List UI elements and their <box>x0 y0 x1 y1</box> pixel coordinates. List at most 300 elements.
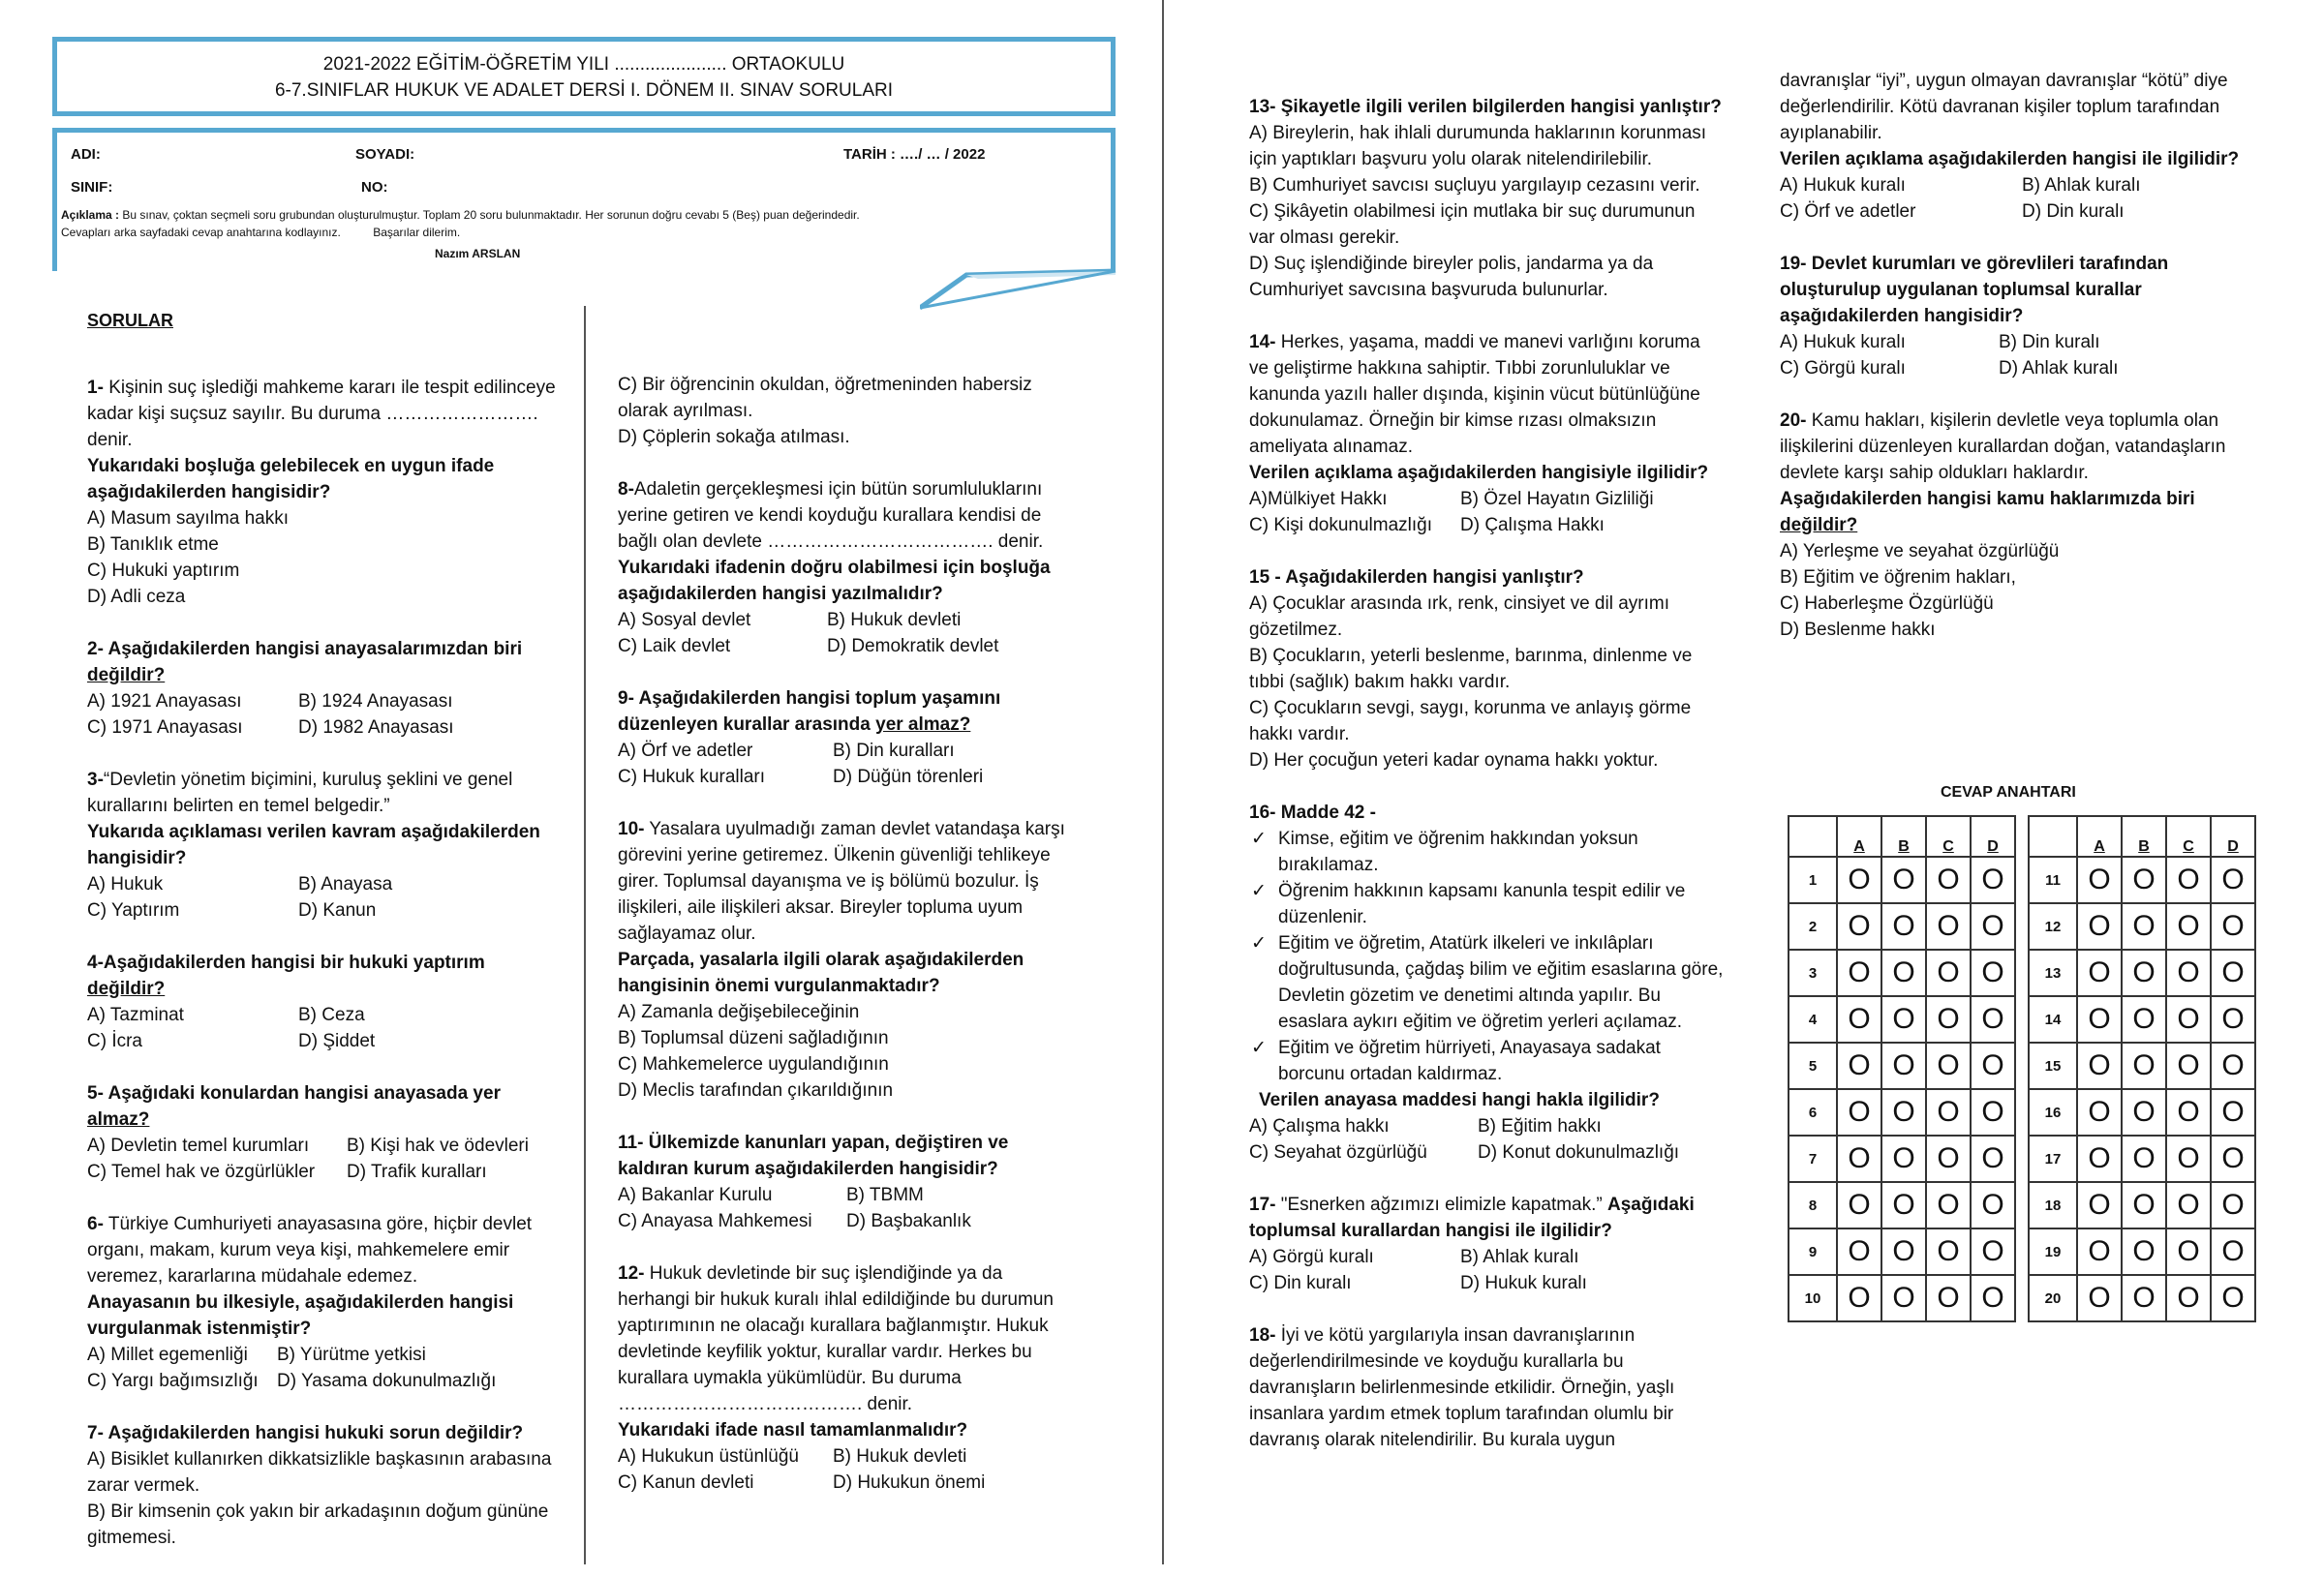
key-question-number: 10 <box>1789 1275 1837 1321</box>
option-c: C) Temel hak ve özgürlükler <box>87 1162 316 1182</box>
answer-bubble[interactable]: O <box>2211 1043 2255 1089</box>
option-d: D) Her çocuğun yeteri kadar oynama hakkı yoktur. <box>1249 750 1659 771</box>
option-c: C) Şikâyetin olabilmesi için mutlaka bir suç durumunun var olması gerekir. <box>1249 201 1696 248</box>
option-d: D) Trafik kuralları <box>347 1162 487 1182</box>
option-a: A) Bisiklet kullanırken dikkatsizlikle başkasının arabasına zarar vermek. <box>87 1449 552 1496</box>
question-16: 16- Madde 42 - ✓ Kimse, eğitim ve öğrenim hakkından yoksun bırakılamaz. ✓ Öğrenim hakkının kapsamı kanunla tespit edilir ve düzenlenir. ✓ Eğitim ve öğretim, Atatürk ilkeleri ve inkılâpları doğrultusunda, çağdaş bilim ve eğitim esaslarına göre, Devletin gözetim ve denetimi altında yapılır. Bu esaslara aykırı eğitim ve öğretim yerleri açılamaz. ✓ Eğitim ve öğretim hürriyeti, Anayasaya sadakat borcunu ortadan kaldırmaz. Verilen anayasa maddesi hangi hakla ilgilidir? A) Çalışma hakkı B) Eğitim hakkı C) Seyahat özgürlüğü D) Konut dokunulmazlığı <box>1249 800 1724 1166</box>
answer-bubble[interactable]: O <box>2122 1275 2166 1321</box>
option-c: C) Hukuk kuralları <box>618 767 766 787</box>
option-d: D) Yasama dokunulmazlığı <box>277 1371 497 1391</box>
question-19 <box>1780 251 2264 381</box>
option-b: B) Eğitim hakkı <box>1478 1116 1602 1137</box>
author-name: Nazım ARSLAN <box>435 247 521 260</box>
option-c: C) Laik devlet <box>618 636 731 656</box>
question-prompt: Yukarıdaki boşluğa gelebilecek en uygun ifade aşağıdakilerden hangisidir? <box>87 456 495 502</box>
answer-bubble[interactable]: O <box>1881 996 1926 1043</box>
answer-bubble[interactable]: O <box>1837 1275 1881 1321</box>
answer-bubble[interactable]: O <box>1926 903 1971 950</box>
answer-bubble[interactable]: O <box>1971 996 2015 1043</box>
option-c: C) İcra <box>87 1031 142 1051</box>
key-row <box>1789 996 2015 1043</box>
key-row <box>1789 950 2015 996</box>
answer-bubble[interactable]: O <box>1971 903 2015 950</box>
answer-bubble[interactable]: O <box>2122 1136 2166 1182</box>
option-d: D) Meclis tarafından çıkarıldığının <box>618 1080 894 1101</box>
question-4 <box>87 950 571 1054</box>
key-corner-cell <box>1789 816 1837 857</box>
answer-bubble[interactable]: O <box>1926 996 1971 1043</box>
column-3 <box>1249 94 1724 1479</box>
question-18: 18- İyi ve kötü yargılarıyla insan davranışlarının değerlendirilmesinde ve koyduğu kurallarla bu davranışların belirlenmesinde etkilidir. Örneğin, yaşlı insanlara yardım etmek toplum tarafından olumlu bir davranış olarak nitelendirilir. Bu kurala uygun <box>1249 1325 1675 1450</box>
option-d: D) Din kuralı <box>2022 201 2125 222</box>
key-row <box>1789 1228 2015 1275</box>
key-row <box>2029 1136 2255 1182</box>
question-text: 9- Aşağıdakilerden hangisi toplum yaşamını düzenleyen kurallar arasında <box>618 688 1001 735</box>
article-item: ✓ Kimse, eğitim ve öğrenim hakkından yoksun bırakılamaz. <box>1249 826 1724 878</box>
answer-bubble[interactable]: O <box>1971 950 2015 996</box>
option-a: A) 1921 Anayasası <box>87 691 242 712</box>
question-11 <box>618 1130 1073 1234</box>
question-1: 1- Kişinin suç işlediği mahkeme kararı ile tespit edilinceye kadar kişi suçsuz sayılır. Bu duruma ……………………. denir. Yukarıdaki boşluğa gelebilecek en uygun ifade aşağıdakilerden hangisidir? A) Masum sayılma hakkı B) Tanıklık etme C) Hukuki yaptırım D) Adli ceza <box>87 375 571 610</box>
option-a: A) Hukuk <box>87 874 164 895</box>
key-question-number: 17 <box>2029 1136 2077 1182</box>
option-c: C) Bir öğrencinin okuldan, öğretmeninden habersiz olarak ayrılması. <box>618 375 1032 421</box>
answer-bubble[interactable]: O <box>2077 996 2122 1043</box>
instructions-text: Bu sınav, çoktan seçmeli soru grubundan oluşturulmuştur. Toplam 20 soru bulunmaktadır. Her sorunun doğru cevabı 5 (Beş) puan değerindedir. <box>122 208 860 222</box>
answer-bubble[interactable]: O <box>2077 1043 2122 1089</box>
key-question-number: 3 <box>1789 950 1837 996</box>
answer-bubble[interactable]: O <box>2122 1228 2166 1275</box>
option-a: A) Bakanlar Kurulu <box>618 1185 773 1205</box>
question-negation: değildir? <box>87 665 166 685</box>
column-divider <box>584 306 586 1564</box>
answer-bubble[interactable]: O <box>1837 1136 1881 1182</box>
option-b: B) Hukuk devleti <box>827 610 962 630</box>
option-a: A) Yerleşme ve seyahat özgürlüğü <box>1780 541 2060 561</box>
key-question-number: 16 <box>2029 1089 2077 1136</box>
question-text-continued: davranışlar “iyi”, uygun olmayan davranışlar “kötü” diye değerlendirilir. Kötü davranan kişiler toplum tarafından ayıplanabilir. <box>1780 71 2228 143</box>
answer-bubble[interactable]: O <box>1971 857 2015 903</box>
question-text: 4-Aşağıdakilerden hangisi bir hukuki yaptırım <box>87 953 485 973</box>
question-negation: değildir? <box>87 979 166 999</box>
key-letter-header: C <box>2166 816 2211 857</box>
question-prompt: Yukarıdaki ifade nasıl tamamlanmalıdır? <box>618 1420 968 1441</box>
question-6: 6- Türkiye Cumhuriyeti anayasasına göre, hiçbir devlet organı, makam, kurum veya kişi, mahkemelere emir veremez, kararlarına müdahale edemez. Anayasanın bu ilkesiyle, aşağıdakilerden hangisi vurgulanmak istenmiştir? A) Millet egemenliği B) Yürütme yetkisi C) Yargı bağımsızlığı D) Yasama dokunulmazlığı <box>87 1211 571 1394</box>
answer-bubble[interactable]: O <box>2166 1275 2211 1321</box>
instructions-text-2: Cevapları arka sayfadaki cevap anahtarına kodlayınız. <box>61 226 341 239</box>
question-prompt: Verilen açıklama aşağıdakilerden hangisi ile ilgilidir? <box>1780 149 2240 169</box>
article-item: ✓ Eğitim ve öğretim hürriyeti, Anayasaya sadakat borcunu ortadan kaldırmaz. <box>1249 1035 1724 1087</box>
key-question-number: 12 <box>2029 903 2077 950</box>
answer-bubble[interactable]: O <box>1881 1182 1926 1228</box>
option-b: B) Ahlak kuralı <box>2022 175 2141 196</box>
answer-bubble[interactable]: O <box>1837 857 1881 903</box>
key-question-number: 1 <box>1789 857 1837 903</box>
option-c: C) Görgü kuralı <box>1780 358 1906 379</box>
question-text: Türkiye Cumhuriyeti anayasasına göre, hiçbir devlet organı, makam, kurum veya kişi, mahkemelere emir veremez, kararlarına müdahale edemez. <box>87 1214 533 1287</box>
answer-bubble[interactable]: O <box>1926 1228 1971 1275</box>
option-c: C) Kanun devleti <box>618 1472 754 1493</box>
answer-bubble[interactable]: O <box>1926 950 1971 996</box>
key-row <box>2029 1089 2255 1136</box>
question-text: 11- Ülkemizde kanunları yapan, değiştiren ve kaldıran kurum aşağıdakilerden hangisidir? <box>618 1133 1009 1179</box>
answer-key-title: CEVAP ANAHTARI <box>1941 784 2076 801</box>
key-letter-header: A <box>1837 816 1881 857</box>
key-row <box>1789 1089 2015 1136</box>
header-line-2: 6-7.SINIFLAR HUKUK VE ADALET DERSİ I. DÖNEM II. SINAV SORULARI <box>274 80 894 101</box>
option-a: A) Zamanla değişebileceğinin <box>618 1002 860 1022</box>
question-10: 10- Yasalara uyulmadığı zaman devlet vatandaşa karşı görevini yerine getiremez. Ülkenin güvenliği tehlikeye girer. Toplumsal dayanışma ve iş bölümü bozulur. İş ilişkileri, aile ilişkileri aksar. Bireyler topluma uyum sağlayamaz olur. Parçada, yasalarla ilgili olarak aşağıdakilerden hangisinin önemi vurgulanmaktadır? A) Zamanla değişebileceğinin B) Toplumsal düzeni sağladığının C) Mahkemelerce uygulandığının D) Meclis tarafından çıkarıldığının <box>618 816 1073 1104</box>
question-3: 3-“Devletin yönetim biçimini, kuruluş şeklini ve genel kurallarını belirten en temel belgedir.” Yukarıda açıklaması verilen kavram aşağıdakilerden hangisidir? A) Hukuk B) Anayasa C) Yaptırım D) Kanun <box>87 767 571 924</box>
answer-bubble[interactable]: O <box>2211 1275 2255 1321</box>
answer-bubble[interactable]: O <box>1881 1275 1926 1321</box>
option-a: A) Sosyal devlet <box>618 610 751 630</box>
answer-bubble[interactable]: O <box>2077 1275 2122 1321</box>
question-prompt: Aşağıdaki toplumsal kurallardan hangisi ile ilgilidir? <box>1249 1195 1695 1241</box>
column-4 <box>1780 68 2264 669</box>
answer-bubble[interactable]: O <box>2166 996 2211 1043</box>
option-b: B) Yürütme yetkisi <box>277 1345 426 1365</box>
column-1 <box>87 308 571 1577</box>
option-c: C) Çocukların sevgi, saygı, korunma ve anlayış görme hakkı vardır. <box>1249 698 1692 744</box>
answer-bubble[interactable]: O <box>1971 1136 2015 1182</box>
question-15 <box>1249 564 1724 773</box>
option-d: D) Hukukun önemi <box>833 1472 986 1493</box>
option-a: A) Devletin temel kurumları <box>87 1136 310 1156</box>
question-prompt: Aşağıdakilerden hangisi kamu haklarımızda biri <box>1780 489 2195 509</box>
question-20: 20- Kamu hakları, kişilerin devletle veya toplumla olan ilişkilerini düzenleyen kurallardan doğan, vatandaşların devlete karşı sahip oldukları haklardır. Aşağıdakilerden hangisi kamu haklarımızda biri değildir? A) Yerleşme ve seyahat özgürlüğü B) Eğitim ve öğrenim hakları, C) Haberleşme Özgürlüğü D) Beslenme hakkı <box>1780 408 2264 643</box>
answer-bubble[interactable]: O <box>2166 903 2211 950</box>
option-d: D) Demokratik devlet <box>827 636 999 656</box>
option-b: B) Toplumsal düzeni sağladığının <box>618 1028 889 1048</box>
answer-bubble[interactable]: O <box>2122 996 2166 1043</box>
key-letter-header: A <box>2077 816 2122 857</box>
question-text: İyi ve kötü yargılarıyla insan davranışlarının değerlendirilmesinde ve koyduğu kurallarla bu davranışların belirlenmesinde etkilidir. Örneğin, yaşlı insanlara yardım etmek toplum tarafından olumlu bir davranış olarak nitelendirilir. Bu kurala uygun <box>1249 1325 1675 1450</box>
question-prompt: Anayasanın bu ilkesiyle, aşağıdakilerden hangisi vurgulanmak istenmiştir? <box>87 1292 514 1339</box>
key-letter-header: D <box>1971 816 2015 857</box>
option-b: B) Ceza <box>298 1005 365 1025</box>
answer-bubble[interactable]: O <box>1926 1089 1971 1136</box>
key-row <box>2029 857 2255 903</box>
good-luck-text: Başarılar dilerim. <box>373 226 461 239</box>
article-item: ✓ Eğitim ve öğretim, Atatürk ilkeleri ve inkılâpları doğrultusunda, çağdaş bilim ve eğitim esaslarına göre, Devletin gözetim ve denetimi altında yapılır. Bu esaslara aykırı eğitim ve öğretim yerleri açılamaz. <box>1249 930 1724 1035</box>
answer-bubble[interactable]: O <box>2077 903 2122 950</box>
question-text: “Devletin yönetim biçimini, kuruluş şeklini ve genel kurallarını belirten en temel belgedir.” <box>87 770 513 816</box>
option-a: A) Hukukun üstünlüğü <box>618 1446 799 1467</box>
answer-bubble[interactable]: O <box>2211 1182 2255 1228</box>
answer-bubble[interactable]: O <box>1881 1228 1926 1275</box>
question-text: 15 - Aşağıdakilerden hangisi yanlıştır? <box>1249 567 1584 588</box>
answer-bubble[interactable]: O <box>1837 1043 1881 1089</box>
option-b: B) Tanıklık etme <box>87 534 219 555</box>
option-d: D) Şiddet <box>298 1031 376 1051</box>
option-a: A) Çalışma hakkı <box>1249 1116 1390 1137</box>
key-row <box>2029 1182 2255 1228</box>
answer-bubble[interactable]: O <box>2077 1136 2122 1182</box>
name-label: ADI: <box>71 146 101 163</box>
option-c: C) Örf ve adetler <box>1780 201 1916 222</box>
question-prompt: Verilen anayasa maddesi hangi hakla ilgilidir? <box>1259 1090 1660 1110</box>
key-row <box>1789 1182 2015 1228</box>
answer-key-table-left <box>1788 815 2016 1322</box>
answer-bubble[interactable]: O <box>2122 903 2166 950</box>
key-question-number: 5 <box>1789 1043 1837 1089</box>
answer-bubble[interactable]: O <box>1971 1043 2015 1089</box>
question-text: Yasalara uyulmadığı zaman devlet vatandaşa karşı görevini yerine getiremez. Ülkenin güvenliği tehlikeye girer. Toplumsal dayanışma ve iş bölümü bozulur. İş ilişkileri, aile ilişkileri aksar. Bireyler topluma uyum sağlayamaz olur. <box>618 819 1065 944</box>
question-negation: almaz? <box>87 1109 150 1130</box>
key-question-number: 15 <box>2029 1043 2077 1089</box>
option-d: D) 1982 Anayasası <box>298 717 454 738</box>
key-row <box>2029 996 2255 1043</box>
question-9 <box>618 685 1073 790</box>
option-d: D) Çalışma Hakkı <box>1460 515 1605 535</box>
key-question-number: 6 <box>1789 1089 1837 1136</box>
answer-bubble[interactable]: O <box>2166 950 2211 996</box>
option-b: B) Hukuk devleti <box>833 1446 967 1467</box>
key-row <box>2029 1228 2255 1275</box>
answer-bubble[interactable]: O <box>2166 1182 2211 1228</box>
answer-bubble[interactable]: O <box>1837 1228 1881 1275</box>
number-label: NO: <box>361 179 388 196</box>
answer-bubble[interactable]: O <box>2166 1089 2211 1136</box>
answer-bubble[interactable]: O <box>2211 903 2255 950</box>
answer-bubble[interactable]: O <box>1971 1228 2015 1275</box>
exam-header <box>52 37 1116 116</box>
option-c: C) Kişi dokunulmazlığı <box>1249 515 1433 535</box>
answer-bubble[interactable]: O <box>1837 1182 1881 1228</box>
option-a: A) Çocuklar arasında ırk, renk, cinsiyet ve dil ayrımı gözetilmez. <box>1249 593 1669 640</box>
key-question-number: 2 <box>1789 903 1837 950</box>
option-b: B) Çocukların, yeterli beslenme, barınma, dinlenme ve tıbbi (sağlık) bakım hakkı vardır. <box>1249 646 1693 692</box>
option-a: A) Millet egemenliği <box>87 1345 248 1365</box>
question-text: Kamu hakları, kişilerin devletle veya toplumla olan ilişkilerini düzenleyen kurallardan doğan, vatandaşların devlete karşı sahip oldukları haklardır. <box>1780 410 2226 483</box>
option-b: B) Bir kimsenin çok yakın bir arkadaşının doğum gününe gitmemesi. <box>87 1501 549 1548</box>
option-c: C) Hukuki yaptırım <box>87 561 240 581</box>
answer-bubble[interactable]: O <box>1837 1089 1881 1136</box>
answer-bubble[interactable]: O <box>1926 857 1971 903</box>
option-b: B) Din kuralı <box>1999 332 2100 352</box>
answer-bubble[interactable]: O <box>2077 1089 2122 1136</box>
answer-bubble[interactable]: O <box>1881 950 1926 996</box>
key-row <box>1789 1136 2015 1182</box>
question-18-continued <box>1780 68 2264 225</box>
question-8: 8-Adaletin gerçekleşmesi için bütün sorumluluklarını yerine getiren ve kendi koyduğu kurallara kendisi de bağlı olan devlete ………………………………. denir. Yukarıdaki ifadenin doğru olabilmesi için boşluğa aşağıdakilerden hangisi yazılmalıdır? A) Sosyal devlet B) Hukuk devleti C) Laik devlet D) Demokratik devlet <box>618 476 1073 659</box>
answer-bubble[interactable]: O <box>2211 1136 2255 1182</box>
question-prompt: Verilen açıklama aşağıdakilerden hangisiyle ilgilidir? <box>1249 463 1709 483</box>
option-a: A) Görgü kuralı <box>1249 1247 1374 1267</box>
option-b: B) Ahlak kuralı <box>1460 1247 1579 1267</box>
answer-bubble[interactable]: O <box>2122 1089 2166 1136</box>
surname-label: SOYADI: <box>355 146 415 163</box>
answer-bubble[interactable]: O <box>1881 903 1926 950</box>
key-question-number: 9 <box>1789 1228 1837 1275</box>
key-question-number: 7 <box>1789 1136 1837 1182</box>
answer-bubble[interactable]: O <box>2211 996 2255 1043</box>
answer-bubble[interactable]: O <box>2211 950 2255 996</box>
option-b: B) 1924 Anayasası <box>298 691 453 712</box>
question-prompt: Yukarıda açıklaması verilen kavram aşağıdakilerden hangisidir? <box>87 822 540 868</box>
question-5 <box>87 1080 571 1185</box>
answer-key-table-right <box>2028 815 2256 1322</box>
section-title: SORULAR <box>87 311 173 330</box>
answer-bubble[interactable]: O <box>1926 1136 1971 1182</box>
question-13 <box>1249 94 1724 303</box>
answer-bubble[interactable]: O <box>2122 1043 2166 1089</box>
option-b: B) Din kuralları <box>833 741 955 761</box>
option-d: D) Düğün törenleri <box>833 767 984 787</box>
question-17: 17- "Esnerken ağzımızı elimizle kapatmak.” Aşağıdaki toplumsal kurallardan hangisi ile ilgilidir? A) Görgü kuralı B) Ahlak kuralı C) Din kuralı D) Hukuk kuralı <box>1249 1192 1724 1296</box>
option-d: D) Ahlak kuralı <box>1999 358 2119 379</box>
answer-bubble[interactable]: O <box>1926 1275 1971 1321</box>
answer-bubble[interactable]: O <box>1837 996 1881 1043</box>
answer-bubble[interactable]: O <box>1837 903 1881 950</box>
key-corner-cell <box>2029 816 2077 857</box>
option-a: A)Mülkiyet Hakkı <box>1249 489 1388 509</box>
option-d: D) Suç işlendiğinde bireyler polis, jandarma ya da Cumhuriyet savcısına başvuruda bulunurlar. <box>1249 254 1654 300</box>
instructions-label: Açıklama : <box>61 208 120 222</box>
answer-bubble[interactable]: O <box>2077 1228 2122 1275</box>
key-question-number: 19 <box>2029 1228 2077 1275</box>
page-fold-corner <box>920 258 1123 316</box>
question-text: 19- Devlet kurumları ve görevlileri tarafından oluşturulup uygulanan toplumsal kurallar aşağıdakilerden hangisidir? <box>1780 254 2169 326</box>
question-text: 16- Madde 42 <box>1249 803 1365 823</box>
option-b: B) Anayasa <box>298 874 393 895</box>
option-a: A) Tazminat <box>87 1005 184 1025</box>
column-2 <box>618 372 1073 1522</box>
key-question-number: 8 <box>1789 1182 1837 1228</box>
question-text: 7- Aşağıdakilerden hangisi hukuki sorun değildir? <box>87 1423 524 1443</box>
answer-bubble[interactable]: O <box>1881 1136 1926 1182</box>
option-b: B) TBMM <box>846 1185 924 1205</box>
answer-bubble[interactable]: O <box>2166 1228 2211 1275</box>
option-c: C) Din kuralı <box>1249 1273 1352 1293</box>
answer-bubble[interactable]: O <box>1926 1043 1971 1089</box>
date-label: TARİH : …./ … / 2022 <box>843 146 986 163</box>
key-question-number: 11 <box>2029 857 2077 903</box>
option-d: D) Adli ceza <box>87 587 186 607</box>
option-a: A) Masum sayılma hakkı <box>87 508 289 529</box>
option-c: C) Yaptırım <box>87 900 180 921</box>
article-item: ✓ Öğrenim hakkının kapsamı kanunla tespit edilir ve düzenlenir. <box>1249 878 1724 930</box>
question-text: Hukuk devletinde bir suç işlendiğinde ya da herhangi bir hukuk kuralı ihlal edildiğinde bu durumun yaptırımının ne olacağı kurallara bağlanmıştır. Hukuk devletinde keyfilik yoktur, kurallar vardır. Herkes bu kurallara uymakla yükümlüdür. Bu duruma …………………………………. denir. <box>618 1263 1054 1414</box>
option-c: C) Seyahat özgürlüğü <box>1249 1142 1427 1163</box>
key-question-number: 14 <box>2029 996 2077 1043</box>
key-row <box>2029 950 2255 996</box>
option-d: D) Çöplerin sokağa atılması. <box>618 427 850 447</box>
answer-bubble[interactable]: O <box>1881 1089 1926 1136</box>
option-d: D) Hukuk kuralı <box>1460 1273 1587 1293</box>
answer-bubble[interactable]: O <box>1881 857 1926 903</box>
student-info-box <box>52 128 1116 271</box>
option-b: B) Kişi hak ve ödevleri <box>347 1136 529 1156</box>
instructions <box>61 206 1087 241</box>
option-d: D) Konut dokunulmazlığı <box>1478 1142 1680 1163</box>
answer-bubble[interactable]: O <box>2122 857 2166 903</box>
option-b: B) Eğitim ve öğrenim hakları, <box>1780 567 2016 588</box>
question-2 <box>87 636 571 741</box>
question-negation: değildir? <box>1780 515 1858 535</box>
key-question-number: 20 <box>2029 1275 2077 1321</box>
key-row <box>1789 1275 2015 1321</box>
option-d: D) Kanun <box>298 900 377 921</box>
answer-bubble[interactable]: O <box>2122 950 2166 996</box>
option-c: C) Haberleşme Özgürlüğü <box>1780 593 1994 614</box>
option-c: C) Anayasa Mahkemesi <box>618 1211 812 1231</box>
option-c: C) Yargı bağımsızlığı <box>87 1371 259 1391</box>
answer-bubble[interactable]: O <box>1971 1089 2015 1136</box>
key-question-number: 18 <box>2029 1182 2077 1228</box>
answer-bubble[interactable]: O <box>2077 950 2122 996</box>
answer-bubble[interactable]: O <box>2122 1182 2166 1228</box>
answer-bubble[interactable]: O <box>2077 857 2122 903</box>
key-row <box>1789 857 2015 903</box>
key-row <box>2029 903 2255 950</box>
option-d: D) Beslenme hakkı <box>1780 620 1936 640</box>
answer-bubble[interactable]: O <box>2211 1089 2255 1136</box>
question-text: Herkes, yaşama, maddi ve manevi varlığını koruma ve geliştirme hakkına sahiptir. Tıbbi zorunluluklar ve kanunda yazılı haller dışında, kişinin vücut bütünlüğüne dokunulamaz. Örneğin bir kimse rızası olmaksızın ameliyata alınamaz. <box>1249 332 1700 457</box>
question-text: 13- Şikayetle ilgili verilen bilgilerden hangisi yanlıştır? <box>1249 97 1722 117</box>
question-7-continued <box>618 372 1073 450</box>
option-a: A) Hukuk kuralı <box>1780 332 1906 352</box>
answer-bubble[interactable]: O <box>1837 950 1881 996</box>
question-prompt: Yukarıdaki ifadenin doğru olabilmesi için boşluğa aşağıdakilerden hangisi yazılmalıdır? <box>618 558 1051 604</box>
key-letter-header: B <box>1881 816 1926 857</box>
answer-bubble[interactable]: O <box>1881 1043 1926 1089</box>
answer-bubble[interactable]: O <box>2166 857 2211 903</box>
answer-bubble[interactable]: O <box>2077 1182 2122 1228</box>
key-question-number: 4 <box>1789 996 1837 1043</box>
question-text: Adaletin gerçekleşmesi için bütün sorumluluklarını yerine getiren ve kendi koyduğu kurallara kendisi de bağlı olan devlete ………………………………. denir. <box>618 479 1044 552</box>
question-14: 14- Herkes, yaşama, maddi ve manevi varlığını koruma ve geliştirme hakkına sahiptir. Tıbbi zorunluluklar ve kanunda yazılı haller dışında, kişinin vücut bütünlüğüne dokunulamaz. Örneğin bir kimse rızası olmaksızın ameliyata alınamaz. Verilen açıklama aşağıdakilerden hangisiyle ilgilidir? A)Mülkiyet Hakkı B) Özel Hayatın Gizliliği C) Kişi dokunulmazlığı D) Çalışma Hakkı <box>1249 329 1724 538</box>
option-b: B) Özel Hayatın Gizliliği <box>1460 489 1654 509</box>
key-letter-header: C <box>1926 816 1971 857</box>
answer-bubble[interactable]: O <box>2211 857 2255 903</box>
option-d: D) Başbakanlık <box>846 1211 971 1231</box>
key-letter-header: D <box>2211 816 2255 857</box>
question-negation: yer almaz? <box>875 714 971 735</box>
key-letter-header: B <box>2122 816 2166 857</box>
class-label: SINIF: <box>71 179 113 196</box>
question-text: Kişinin suç işlediği mahkeme kararı ile tespit edilinceye kadar kişi suçsuz sayılır. Bu duruma ……………………. denir. <box>87 378 556 450</box>
question-12: 12- Hukuk devletinde bir suç işlendiğinde ya da herhangi bir hukuk kuralı ihlal edildiğinde bu durumun yaptırımının ne olacağı kurallara bağlanmıştır. Hukuk devletinde keyfilik yoktur, kurallar vardır. Herkes bu kurallara uymakla yükümlüdür. Bu duruma …………………………………. denir. Yukarıdaki ifade nasıl tamamlanmalıdır? A) Hukukun üstünlüğü B) Hukuk devleti C) Kanun devleti D) Hukukun önemi <box>618 1260 1073 1496</box>
answer-bubble[interactable]: O <box>1926 1182 1971 1228</box>
option-a: A) Bireylerin, hak ihlali durumunda haklarının korunması için yaptıkları başvuru yolu olarak nitelendirilebilir. <box>1249 123 1707 169</box>
question-text: 2- Aşağıdakilerden hangisi anayasalarımızdan biri <box>87 639 523 659</box>
option-c: C) 1971 Anayasası <box>87 717 243 738</box>
question-text: 5- Aşağıdaki konulardan hangisi anayasada yer <box>87 1083 501 1104</box>
answer-bubble[interactable]: O <box>2211 1228 2255 1275</box>
answer-bubble[interactable]: O <box>1971 1182 2015 1228</box>
key-row <box>1789 1043 2015 1089</box>
option-c: C) Mahkemelerce uygulandığının <box>618 1054 889 1075</box>
question-7 <box>87 1420 571 1551</box>
answer-bubble[interactable]: O <box>2166 1136 2211 1182</box>
key-row <box>2029 1043 2255 1089</box>
question-text: "Esnerken ağzımızı elimizle kapatmak.” <box>1280 1195 1603 1215</box>
article-items <box>1249 826 1724 1087</box>
answer-bubble[interactable]: O <box>1971 1275 2015 1321</box>
option-a: A) Örf ve adetler <box>618 741 753 761</box>
key-row <box>1789 903 2015 950</box>
question-prompt: Parçada, yasalarla ilgili olarak aşağıdakilerden hangisinin önemi vurgulanmaktadır? <box>618 950 1024 996</box>
page-divider <box>1162 0 1164 1564</box>
key-question-number: 13 <box>2029 950 2077 996</box>
option-b: B) Cumhuriyet savcısı suçluyu yargılayıp cezasını verir. <box>1249 175 1700 196</box>
key-row <box>2029 1275 2255 1321</box>
answer-bubble[interactable]: O <box>2166 1043 2211 1089</box>
header-line-1: 2021-2022 EĞİTİM-ÖĞRETİM YILI ...................... ORTAOKULU <box>322 54 845 75</box>
option-a: A) Hukuk kuralı <box>1780 175 1906 196</box>
